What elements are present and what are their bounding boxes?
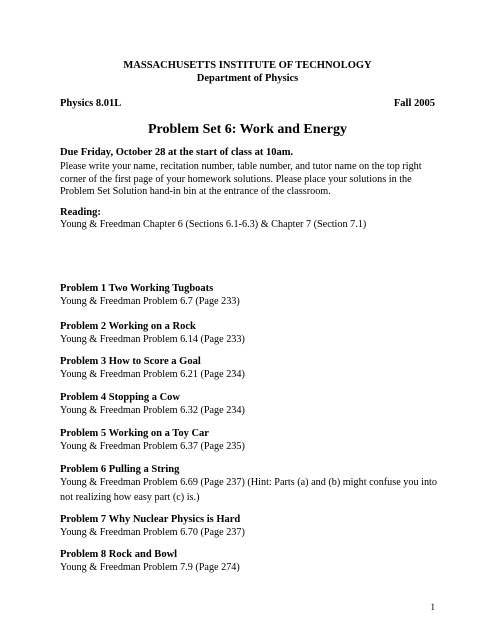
course-code: Physics 8.01L <box>60 98 122 109</box>
problem-reference: Young & Freedman Problem 6.70 (Page 237) <box>60 527 245 538</box>
problem-reference: Young & Freedman Problem 6.32 (Page 234) <box>60 405 245 416</box>
instructions-paragraph: Please write your name, recitation number, table number, and tutor name on the top right corner of the first page of your homework solutions. Please place your solutions in the Problem Set Solution hand-in bin at the entrance of the classroom. <box>60 161 422 198</box>
problem-title: Problem 4 Stopping a Cow <box>60 392 180 403</box>
problem-title: Problem 2 Working on a Rock <box>60 321 196 332</box>
problem-item <box>60 320 440 348</box>
problem-item <box>60 463 440 505</box>
problem-item <box>60 282 440 310</box>
problem-reference: Young & Freedman Problem 6.21 (Page 234) <box>60 369 245 380</box>
institution-name: MASSACHUSETTS INSTITUTE OF TECHNOLOGY <box>123 60 372 71</box>
problem-item <box>60 548 440 576</box>
problem-item <box>60 513 440 541</box>
problem-title: Problem 6 Pulling a String <box>60 464 180 475</box>
problem-item <box>60 355 440 383</box>
term: Fall 2005 <box>393 98 435 109</box>
problem-reference: Young & Freedman Problem 6.37 (Page 235) <box>60 441 245 452</box>
page-title: Problem Set 6: Work and Energy <box>148 122 347 137</box>
problem-title: Problem 8 Rock and Bowl <box>60 549 178 560</box>
problem-reference: Young & Freedman Problem 7.9 (Page 274) <box>60 562 240 573</box>
department-name: Department of Physics <box>196 73 299 84</box>
problem-item <box>60 391 440 419</box>
problem-title: Problem 7 Why Nuclear Physics is Hard <box>60 514 241 525</box>
problem-item <box>60 427 440 455</box>
page-number: 1 <box>430 602 435 612</box>
reading-text: Young & Freedman Chapter 6 (Sections 6.1-6.3) & Chapter 7 (Section 7.1) <box>60 219 367 230</box>
reading-label: Reading: <box>60 207 101 218</box>
problem-title: Problem 5 Working on a Toy Car <box>60 428 209 439</box>
problem-reference: Young & Freedman Problem 6.7 (Page 233) <box>60 296 240 307</box>
due-date: Due Friday, October 28 at the start of class at 10am. <box>60 147 294 158</box>
problem-reference: Young & Freedman Problem 6.14 (Page 233) <box>60 334 245 345</box>
problem-title: Problem 1 Two Working Tugboats <box>60 283 214 294</box>
problem-reference: Young & Freedman Problem 6.69 (Page 237) (Hint: Parts (a) and (b) might confuse you into not realizing how easy part (c) is.) <box>60 477 437 503</box>
problem-title: Problem 3 How to Score a Goal <box>60 356 201 367</box>
